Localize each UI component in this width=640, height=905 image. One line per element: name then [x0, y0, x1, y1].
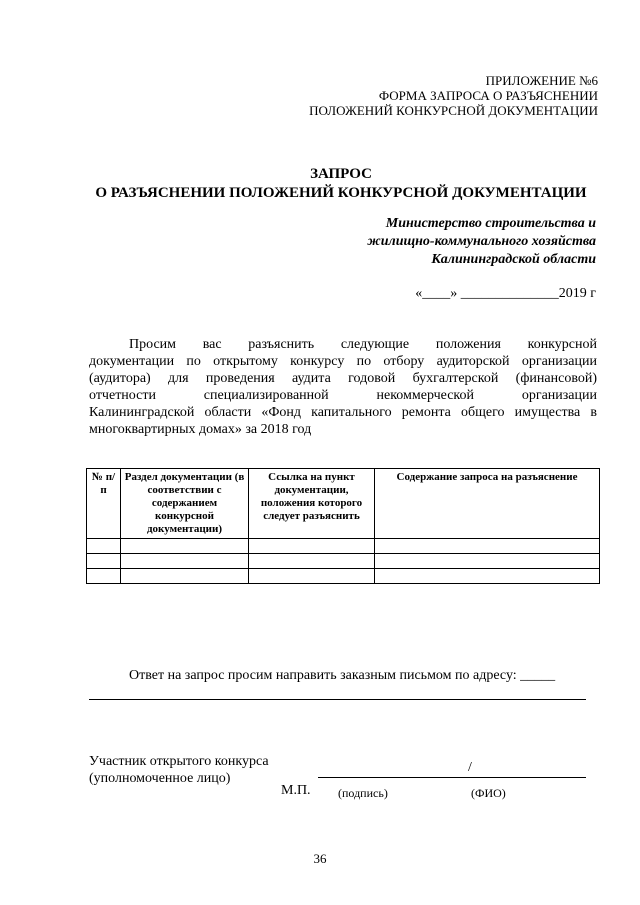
signature-label	[89, 753, 269, 787]
signature-label-line-2: (уполномоченное лицо)	[89, 771, 231, 786]
table-row	[87, 569, 600, 584]
request-table	[86, 468, 600, 584]
table-row	[87, 554, 600, 569]
signature-caption: (подпись)	[338, 786, 388, 800]
header-reference: Ссылка на пункт документации, положения которого следует разъяснить	[249, 469, 375, 539]
document-subtitle: О РАЗЪЯСНЕНИИ ПОЛОЖЕНИЙ КОНКУРСНОЙ ДОКУМЕНТАЦИИ	[95, 185, 587, 201]
appendix-header	[309, 73, 598, 118]
table-cell[interactable]	[375, 554, 600, 569]
table-row	[87, 539, 600, 554]
table-cell[interactable]	[121, 539, 249, 554]
table-cell[interactable]	[87, 539, 121, 554]
reply-address-text: Ответ на запрос просим направить заказным письмом по адресу: _____	[129, 668, 556, 683]
address-fill-line[interactable]	[89, 699, 586, 700]
recipient-line-1: Министерство строительства и	[385, 216, 596, 231]
table-cell[interactable]	[87, 554, 121, 569]
signature-fill-line[interactable]	[318, 777, 586, 778]
request-line: отчетности специализированной некоммерческой организации	[89, 388, 597, 403]
date-field: «____» ______________2019 г	[415, 286, 596, 301]
table-cell[interactable]	[249, 539, 375, 554]
signature-separator: /	[468, 760, 472, 775]
appendix-line-1: ПРИЛОЖЕНИЕ №6	[485, 73, 598, 88]
table-cell[interactable]	[121, 554, 249, 569]
page-number: 36	[313, 851, 327, 866]
appendix-line-2: ФОРМА ЗАПРОСА О РАЗЪЯСНЕНИИ	[378, 88, 598, 103]
request-line: (аудитора) для проведения аудита годовой бухгалтерской (финансовой)	[89, 371, 597, 386]
seal-place-label: М.П.	[281, 783, 311, 798]
header-section: Раздел документации (в соответствии с содержанием конкурсной документации)	[121, 469, 249, 539]
recipient-line-3: Калининградской области	[431, 252, 596, 267]
appendix-line-3: ПОЛОЖЕНИЙ КОНКУРСНОЙ ДОКУМЕНТАЦИИ	[309, 103, 598, 118]
request-line: документации по открытому конкурсу по отбору аудиторской организации	[89, 354, 597, 369]
table-cell[interactable]	[87, 569, 121, 584]
table-header-row	[87, 469, 600, 539]
table-cell[interactable]	[121, 569, 249, 584]
name-caption: (ФИО)	[471, 786, 506, 800]
table-cell[interactable]	[375, 539, 600, 554]
header-number: № п/п	[87, 469, 121, 539]
request-line: многоквартирных домах» за 2018 год	[89, 422, 312, 437]
table-cell[interactable]	[249, 569, 375, 584]
recipient-block	[367, 215, 596, 269]
document-title: ЗАПРОС	[310, 166, 372, 182]
recipient-line-2: жилищно-коммунального хозяйства	[367, 234, 596, 249]
table-cell[interactable]	[375, 569, 600, 584]
request-paragraph	[89, 336, 597, 438]
table-cell[interactable]	[249, 554, 375, 569]
request-line: Калининградской области «Фонд капитального ремонта общего имущества в	[89, 405, 597, 420]
request-line: Просим вас разъяснить следующие положения конкурсной	[129, 337, 597, 352]
signature-label-line-1: Участник открытого конкурса	[89, 754, 269, 769]
header-content: Содержание запроса на разъяснение	[375, 469, 600, 539]
